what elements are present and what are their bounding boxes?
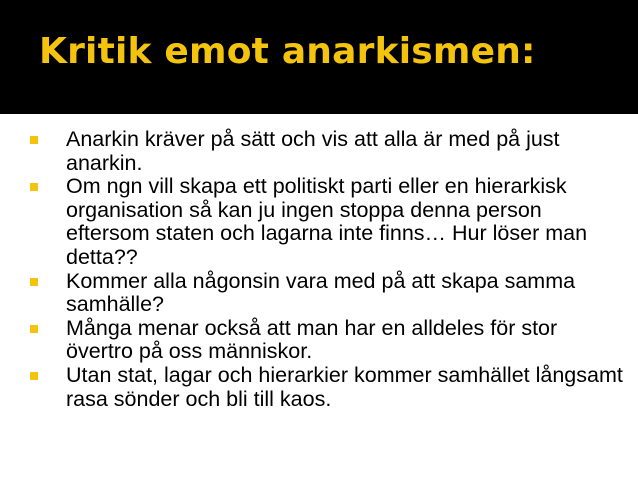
bullet-text: Om ngn vill skapa ett politiskt parti eller en hierarkisk organisation så kan ju ingen stoppa denna person eftersom staten och lagarna inte finns… Hur löser man detta??: [66, 174, 588, 269]
bullet-item: [29, 364, 629, 411]
title-bar: [0, 0, 638, 114]
square-bullet-icon: [30, 136, 38, 144]
square-bullet-icon: [30, 325, 38, 333]
square-bullet-icon: [30, 183, 38, 191]
bullet-text: Utan stat, lagar och hierarkier kommer samhället långsamt rasa sönder och bli till kaos.: [66, 362, 623, 411]
bullet-text: Anarkin kräver på sätt och vis att alla är med på just anarkin.: [66, 127, 560, 175]
square-bullet-icon: [30, 372, 38, 380]
bullet-item: [29, 317, 629, 364]
square-bullet-icon: [30, 278, 38, 286]
bullet-item: [29, 128, 629, 175]
bullet-text: Många menar också att man har en alldeles för stor övertro på oss människor.: [66, 315, 558, 364]
bullet-text: Kommer alla någonsin vara med på att skapa samma samhälle?: [66, 268, 576, 317]
bullet-item: [29, 175, 629, 269]
slide-title: Kritik emot anarkismen:: [39, 31, 536, 72]
bullet-list: [29, 128, 629, 411]
bullet-item: [29, 270, 629, 317]
